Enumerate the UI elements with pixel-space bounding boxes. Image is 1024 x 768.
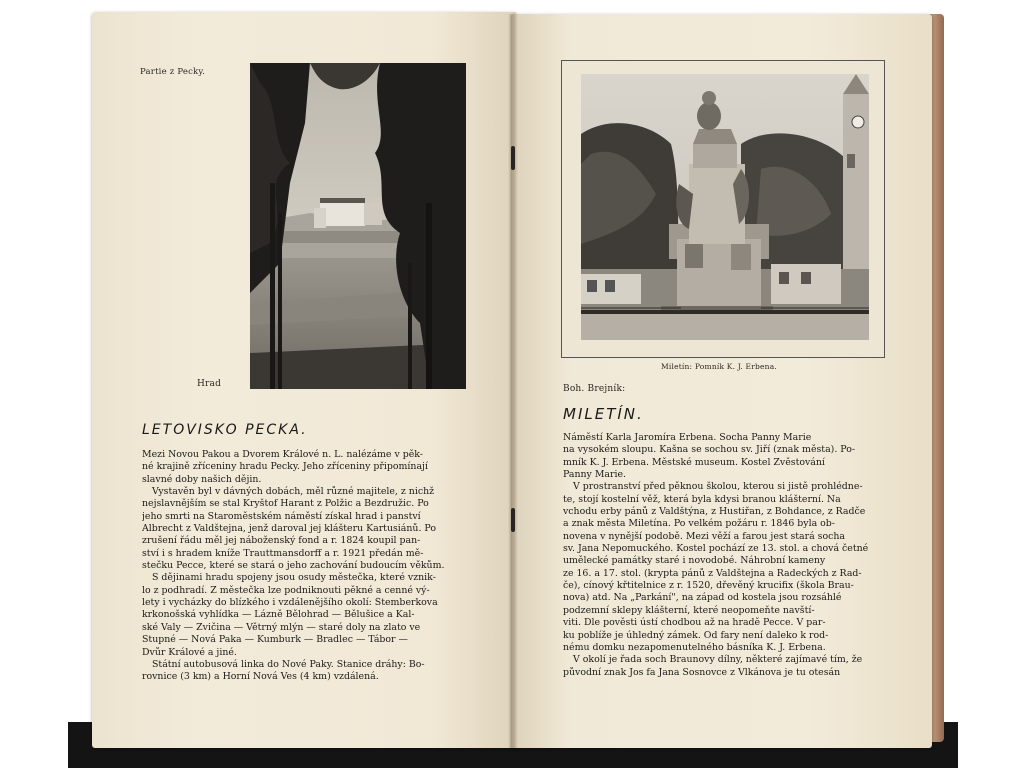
text-line: ství i s hradem kníže Trauttmansdorff a r. 1921 předán mě- — [142, 547, 424, 559]
miletin-body-text — [563, 432, 897, 679]
text-line: viti. Dle pověsti ústí chodbou až na hradě Pecce. V par- — [563, 617, 826, 629]
pecka-body-text — [142, 449, 472, 684]
text-line: né krajině zříceniny hradu Pecky. Jeho zříceniny připomínají — [142, 461, 428, 473]
text-line: če), cínový křtitelnice z r. 1520, dřevěný krucifix (škola Brau- — [563, 580, 854, 592]
section-heading-miletin: MILETÍN. — [563, 405, 644, 423]
text-line: mník K. J. Erbena. Městské museum. Kostel Zvěstování — [563, 456, 825, 468]
photo-caption-top: Partie z Pecky. — [140, 67, 206, 77]
text-line: Albrecht z Valdštejna, jenž daroval jej klášteru Kartusiánů. Po — [142, 523, 436, 535]
text-line: sv. Jana Nepomuckého. Kostel pochází ze 13. stol. a chová četné — [563, 543, 869, 555]
text-line: podzemní sklepy klášterní, které neopomeňte navští- — [563, 604, 815, 616]
text-line: slavné doby našich dějin. — [142, 473, 262, 485]
text-line: nému domku nezapomenutelného básníka K. J. Erbena. — [563, 641, 826, 653]
binding-staple — [511, 146, 515, 170]
text-line: lety i vycházky do blízkého i vzdálenějšího okolí: Štemberkova — [142, 597, 438, 609]
text-line: Vystavěn byl v dávných dobách, měl různé majitele, z nichž — [152, 486, 435, 498]
text-line: stečku Pecce, které se stará o jeho zachování budoucím věkům. — [142, 560, 445, 572]
text-line: Dvůr Králové a jiné. — [142, 646, 237, 658]
text-line: ze 16. a 17. stol. (krypta pánů z Valdštejna a Radeckých z Rad- — [563, 567, 862, 579]
photo-credit: Boh. Brejník: — [563, 384, 626, 394]
text-line: V okolí je řada soch Braunovy dílny, některé zajímavé tím, že — [573, 654, 863, 666]
book-gutter — [508, 14, 518, 748]
text-line: nejslavnějším se stal Kryštof Harant z Polžic a Bezdružic. Po — [142, 498, 429, 510]
text-line: S dějinami hradu spojeny jsou osudy městečka, které vznik- — [152, 572, 436, 584]
text-line: Státní autobusová linka do Nové Paky. Stanice dráhy: Bo- — [152, 658, 425, 670]
photo-caption-monument: Miletín: Pomník K. J. Erbena. — [661, 362, 777, 371]
text-line: jeho smrti na Staroměstském náměstí získal hrad i panství — [142, 510, 421, 522]
text-line: Náměstí Karla Jaromíra Erbena. Socha Panny Marie — [563, 432, 812, 443]
text-line: Stupné — Nová Paka — Kumburk — Bradlec — Tábor — — [142, 634, 408, 646]
section-heading-pecka: LETOVISKO PECKA. — [142, 422, 308, 438]
text-line: te, stojí kostelní věž, která byla kdysi branou klášterní. Na — [563, 493, 841, 505]
text-line: ské Valy — Zvičina — Větrný mlýn — staré doly na zlato ve — [142, 621, 421, 633]
photo-caption-hrad: Hrad — [197, 379, 222, 389]
text-line: krkonošská vyhlídka — Lázně Bělohrad — Bělušice a Kal- — [142, 609, 415, 621]
text-line: původní znak Jos fa Jana Sosnovce z Vlkánova je tu otesán — [563, 666, 841, 678]
binding-staple — [511, 508, 515, 532]
text-line: Panny Marie. — [563, 469, 627, 481]
text-line: na vysokém sloupu. Kašna se sochou sv. Jiří (znak města). Po- — [563, 444, 856, 456]
text-line: Mezi Novou Pakou a Dvorem Králové n. L. nalézáme v pěk- — [142, 449, 423, 460]
text-line: rovnice (3 km) a Horní Nová Ves (4 km) vzdálená. — [142, 671, 379, 683]
text-line: zrušení řádu měl jej náboženský fond a r. 1824 koupil pan- — [142, 535, 421, 547]
castle-photo — [250, 63, 466, 389]
text-line: vchodu erby pánů z Valdštýna, z Hustiřan, z Bohdance, z Radče — [563, 506, 866, 518]
text-line: nova) atd. Na „Parkání", na západ od kostela jsou rozsáhlé — [563, 592, 842, 604]
text-line: a znak města Miletína. Po velkém požáru r. 1846 byla ob- — [563, 518, 835, 530]
text-line: V prostranství před pěknou školou, kterou si jistě prohlédne- — [573, 481, 863, 493]
text-line: novena v nynější podobě. Mezi věží a farou jest stará socha — [563, 530, 845, 542]
erben-monument-photo — [581, 74, 869, 340]
text-line: lo z podhradí. Z městečka lze podniknouti pěkné a cenné vý- — [142, 584, 430, 596]
text-line: umělecké památky staré i novodobé. Náhrobní kameny — [563, 555, 826, 567]
text-line: ku poblíže je úhledný zámek. Od fary není daleko k rod- — [563, 629, 829, 641]
